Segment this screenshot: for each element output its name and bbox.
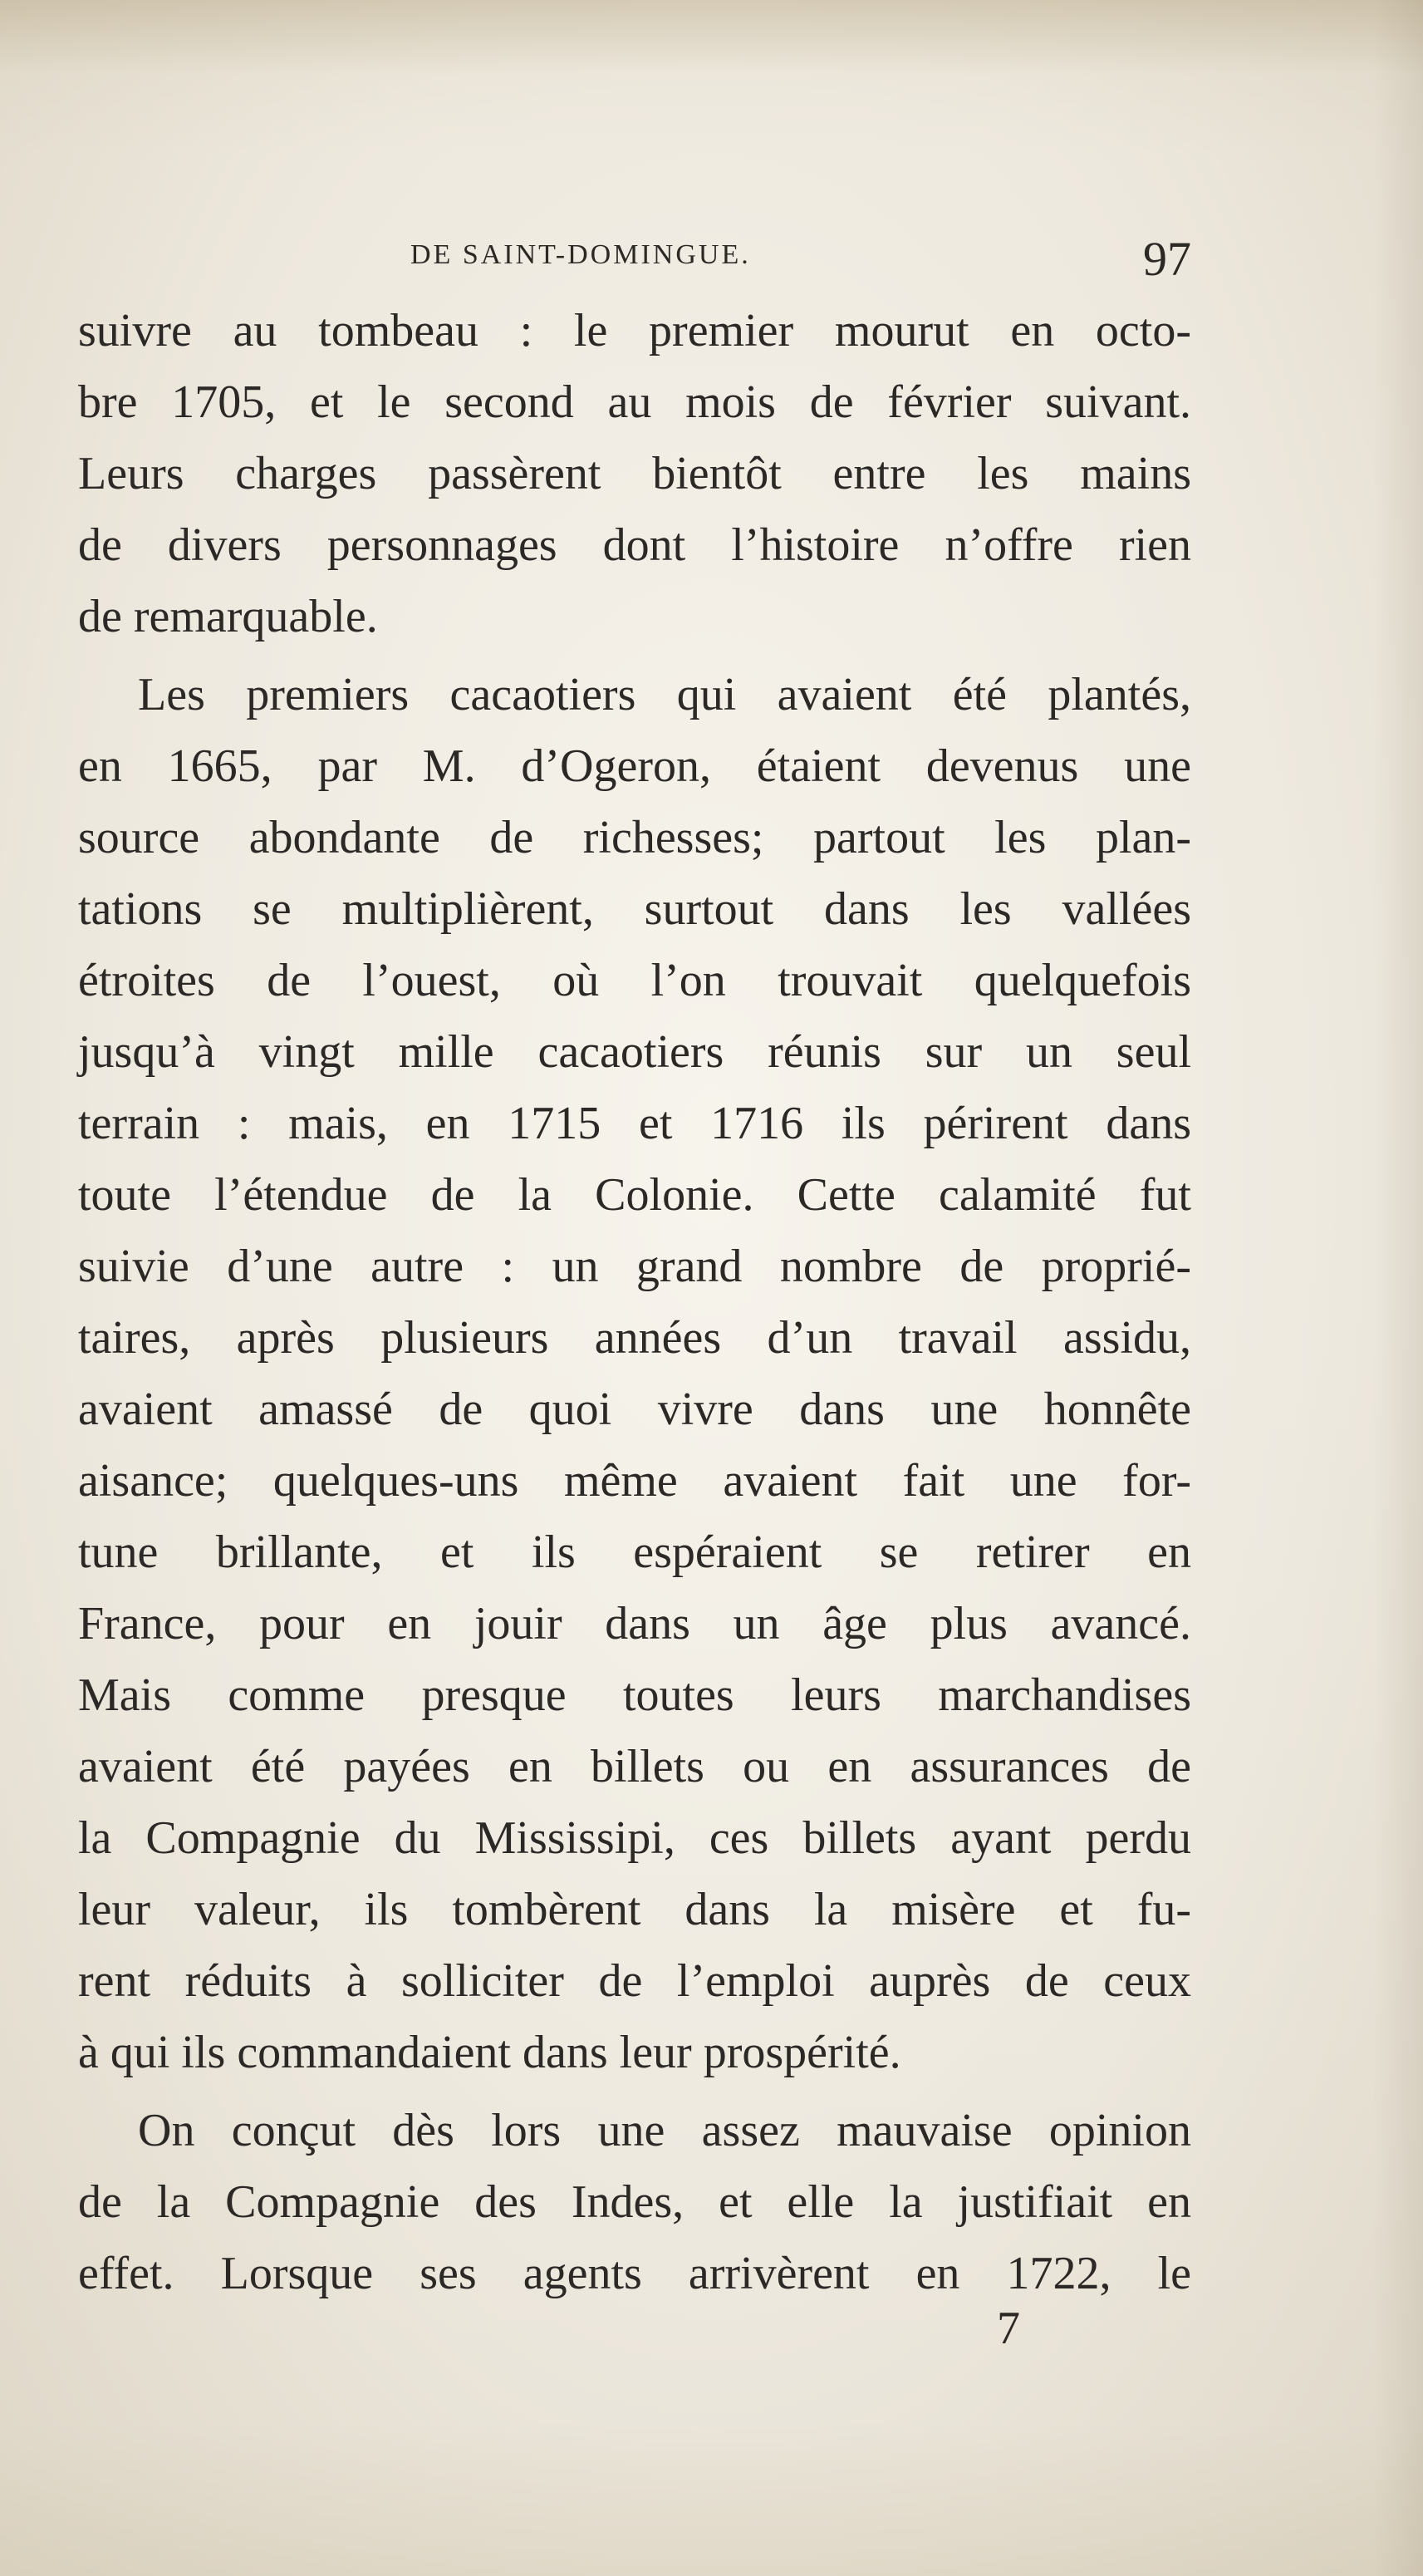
text-line: rent réduits à solliciter de l’emploi auprès de ceux (78, 1955, 1191, 2007)
text-line: la Compagnie du Mississipi, ces billets ayant perdu (78, 1812, 1191, 1864)
paragraph (78, 659, 1191, 2088)
text-line: France, pour en jouir dans un âge plus avancé. (78, 1598, 1191, 1649)
paragraph (78, 2095, 1191, 2309)
page-body (78, 295, 1191, 2309)
text-line: Les premiers cacaotiers qui avaient été plantés, (138, 669, 1191, 720)
text-line: de divers personnages dont l’histoire n’offre rien (78, 519, 1191, 571)
page-header (78, 231, 1191, 289)
text-line: terrain : mais, en 1715 et 1716 ils périrent dans (78, 1098, 1191, 1149)
text-line: On conçut dès lors une assez mauvaise opinion (138, 2105, 1191, 2156)
text-line: avaient amassé de quoi vivre dans une honnête (78, 1384, 1191, 1435)
text-line: aisance; quelques-uns même avaient fait une for- (78, 1455, 1191, 1507)
text-line: suivre au tombeau : le premier mourut en octo- (78, 305, 1191, 356)
page-number: 97 (1143, 232, 1191, 286)
text-line: bre 1705, et le second au mois de février suivant. (78, 376, 1191, 428)
text-line: tations se multiplièrent, surtout dans les vallées (78, 883, 1191, 935)
page-edge-shadow (1373, 0, 1423, 2576)
text-line: tune brillante, et ils espéraient se retirer en (78, 1526, 1191, 1578)
text-line: de remarquable. (78, 591, 378, 642)
text-line: à qui ils commandaient dans leur prospérité. (78, 2027, 901, 2078)
running-title: DE SAINT-DOMINGUE. (410, 239, 751, 270)
text-line: suivie d’une autre : un grand nombre de proprié- (78, 1241, 1191, 1292)
text-line: source abondante de richesses; partout les plan- (78, 812, 1191, 863)
text-line: leur valeur, ils tombèrent dans la misère et fu- (78, 1884, 1191, 1935)
text-line: de la Compagnie des Indes, et elle la justifiait en (78, 2176, 1191, 2228)
text-line: taires, après plusieurs années d’un travail assidu, (78, 1312, 1191, 1364)
signature-mark: 7 (997, 2303, 1020, 2354)
text-line: effet. Lorsque ses agents arrivèrent en 1722, le (78, 2248, 1191, 2299)
text-line: en 1665, par M. d’Ogeron, étaient devenus une (78, 740, 1191, 792)
text-line: avaient été payées en billets ou en assurances de (78, 1741, 1191, 1792)
text-line: Mais comme presque toutes leurs marchandises (78, 1669, 1191, 1721)
text-line: jusqu’à vingt mille cacaotiers réunis sur un seul (78, 1026, 1191, 1078)
text-line: toute l’étendue de la Colonie. Cette calamité fut (78, 1169, 1191, 1221)
text-line: Leurs charges passèrent bientôt entre les mains (78, 448, 1191, 499)
text-line: étroites de l’ouest, où l’on trouvait quelquefois (78, 955, 1191, 1006)
paragraph (78, 295, 1191, 652)
page-top-shadow (0, 0, 1423, 75)
